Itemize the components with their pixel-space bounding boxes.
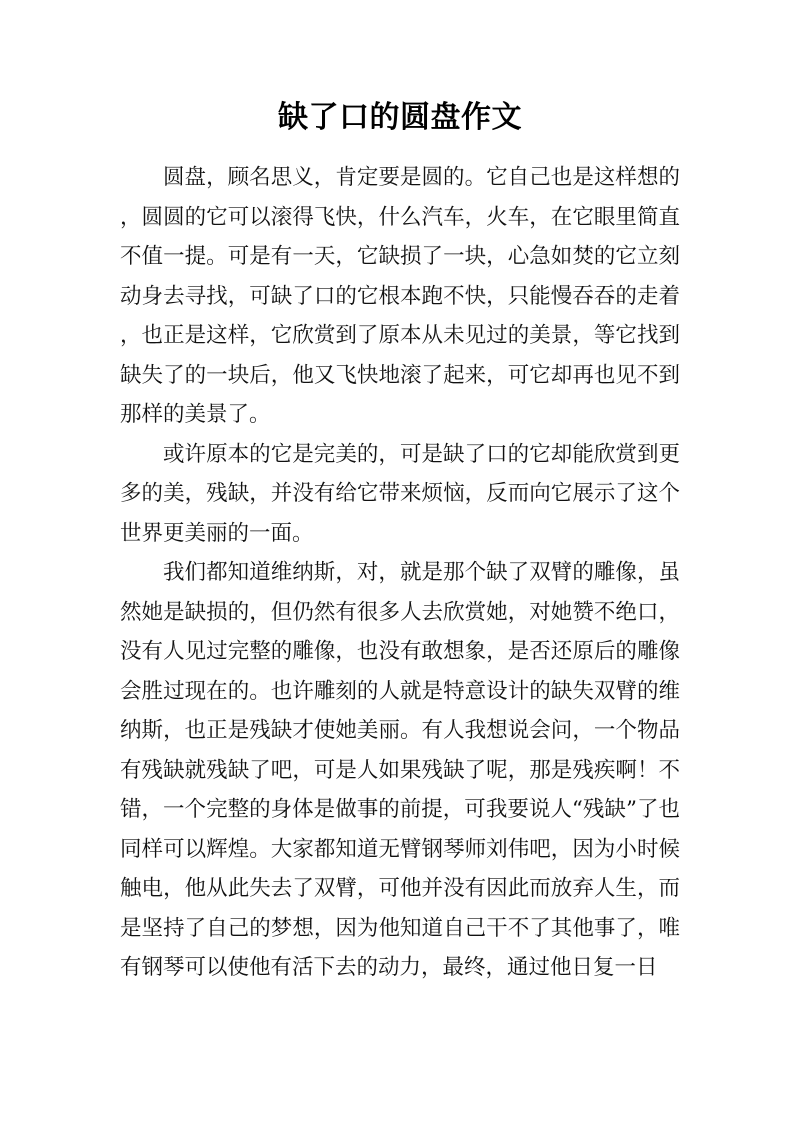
document-title: 缺了口的圆盘作文 (278, 100, 522, 135)
document-body (120, 158, 680, 988)
paragraph-3: 我们都知道维纳斯，对，就是那个缺了双臂的雕像，虽然她是缺损的，但仍然有很多人去欣赏她，对她赞不绝口，没有人见过完整的雕像，也没有敢想象，是否还原后的雕像会胜过现在的。也许雕刻的人就是特意设计的缺失双臂的维纳斯，也正是残缺才使她美丽。有人我想说会问，一个物品有残缺就残缺了吧，可是人如果残缺了呢，那是残疾啊！不错，一个完整的身体是做事的前提，可我要说人“残缺”了也同样可以辉煌。大家都知道无臂钢琴师刘伟吧，因为小时候触电，他从此失去了双臂，可他并没有因此而放弃人生，而是坚持了自己的梦想，因为他知道自己干不了其他事了，唯有钢琴可以使他有活下去的动力，最终，通过他日复一日 (120, 560, 680, 980)
paragraph-1: 圆盘，顾名思义，肯定要是圆的。它自己也是这样想的，圆圆的它可以滚得飞快，什么汽车，火车，在它眼里简直不值一提。可是有一天，它缺损了一块，心急如焚的它立刻动身去寻找，可缺了口的它根本跑不快，只能慢吞吞的走着，也正是这样，它欣赏到了原本从未见过的美景，等它找到缺失了的一块后，他又飞快地滚了起来，可它却再也见不到那样的美景了。 (120, 165, 680, 427)
paragraph-2: 或许原本的它是完美的，可是缺了口的它却能欣赏到更多的美，残缺，并没有给它带来烦恼，反而向它展示了这个世界更美丽的一面。 (120, 441, 680, 546)
